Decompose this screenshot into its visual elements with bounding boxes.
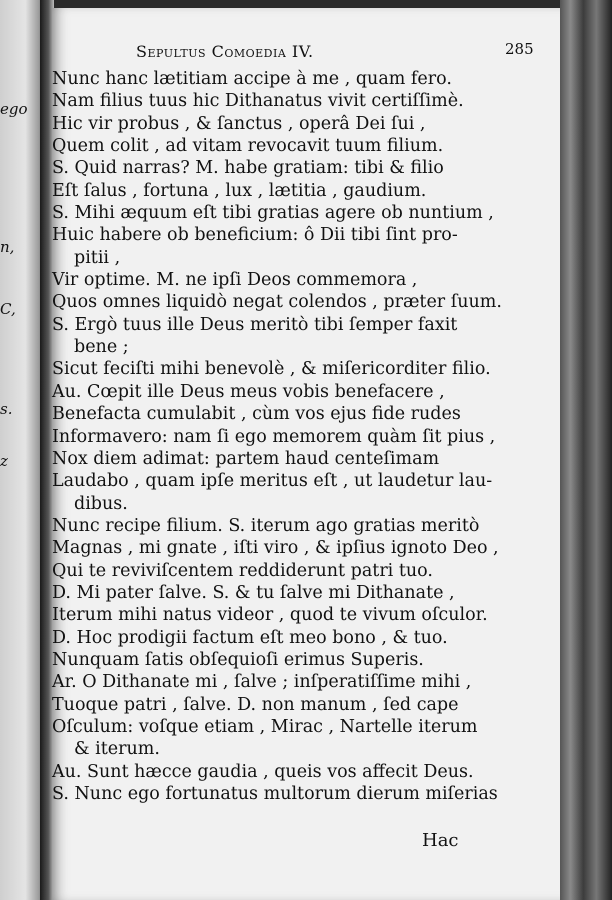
text-line: Ar. O Dithanate mi , ſalve ; inſperatiſſime mihi , xyxy=(52,672,472,693)
text-line: S. Ergò tuus ille Deus meritò tibi ſemper faxit xyxy=(52,314,458,335)
left-page-fragment: s. xyxy=(0,400,13,418)
left-page-fragment: ego xyxy=(0,100,28,118)
text-line: Laudabo , quam ipſe meritus eſt , ut laudetur lau- xyxy=(52,471,493,492)
text-line: Eſt ſalus , fortuna , lux , lætitia , gaudium. xyxy=(52,180,427,201)
text-line: D. Mi pater ſalve. S. & tu ſalve mi Dithanate , xyxy=(52,582,455,603)
text-line: Au. Sunt hæcce gaudia , queis vos affecit Deus. xyxy=(52,761,474,782)
text-line: Quos omnes liquidò negat colendos , præter ſuum. xyxy=(52,292,502,313)
text-line: Nam filius tuus hic Dithanatus vivit certiſſimè. xyxy=(52,91,464,112)
running-head: Sepultus Comoedia IV. xyxy=(136,42,314,61)
catchword: Hac xyxy=(422,830,459,851)
verse-text xyxy=(52,68,502,805)
text-line: Benefacta cumulabit , cùm vos ejus fide rudes xyxy=(52,404,461,425)
text-line: Vir optime. M. ne ipſi Deos commemora , xyxy=(52,270,418,291)
text-line: S. Nunc ego fortunatus multorum dierum miſerias xyxy=(52,784,498,804)
left-page-fragment: z xyxy=(0,452,8,470)
left-page-fragment: n, xyxy=(0,238,15,256)
text-line-continuation: pitii , xyxy=(74,247,121,268)
text-line: Oſculum: voſque etiam , Mirac , Nartelle iterum xyxy=(52,716,478,737)
text-line: Hic vir probus , & ſanctus , operâ Dei ſui , xyxy=(52,113,426,134)
text-line: Qui te reviviſcentem reddiderunt patri tuo. xyxy=(52,560,433,581)
text-line: D. Hoc prodigii factum eſt meo bono , & tuo. xyxy=(52,627,448,648)
text-line: Quem colit , ad vitam revocavit tuum filium. xyxy=(52,136,444,157)
text-line: Au. Cœpit ille Deus meus vobis benefacere , xyxy=(52,381,445,402)
text-line: Huic habere ob beneficium: ô Dii tibi ſint pro- xyxy=(52,225,458,246)
text-line: S. Quid narras? M. habe gratiam: tibi & filio xyxy=(52,158,444,179)
page-number: 285 xyxy=(505,40,534,58)
text-line: Nunquam ſatis obſequioſi erimus Superis. xyxy=(52,649,424,670)
text-line: Tuoque patri , ſalve. D. non manum , ſed cape xyxy=(52,694,459,715)
text-line-continuation: bene ; xyxy=(74,337,129,358)
text-line-continuation: dibus. xyxy=(74,493,128,514)
text-line: S. Mihi æquum eſt tibi gratias agere ob nuntium , xyxy=(52,203,494,224)
text-line: Informavero: nam ſi ego memorem quàm ſit pius , xyxy=(52,426,496,447)
text-line: Magnas , mi gnate , iſti viro , & ipſius ignoto Deo , xyxy=(52,538,499,559)
text-line: Iterum mihi natus videor , quod te vivum oſculor. xyxy=(52,605,488,626)
text-line: Nunc recipe filium. S. iterum ago gratias meritò xyxy=(52,515,480,536)
page-edges xyxy=(560,0,612,900)
text-line: Nunc hanc lætitiam accipe à me , quam fero. xyxy=(52,69,452,89)
left-page-fragment: C, xyxy=(0,300,16,318)
text-line: Nox diem adimat: partem haud centeſimam xyxy=(52,448,440,469)
text-line-continuation: & iterum. xyxy=(74,739,160,760)
text-line: Sicut feciſti mihi benevolè , & miſericorditer filio. xyxy=(52,359,491,380)
